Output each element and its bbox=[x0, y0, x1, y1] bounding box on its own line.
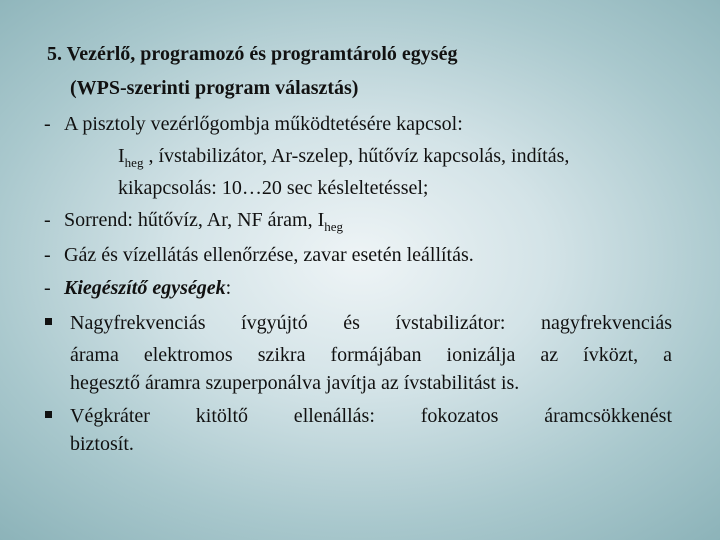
list-item-continuation bbox=[118, 144, 569, 170]
dash-marker: - bbox=[44, 277, 51, 299]
list-item-text bbox=[64, 208, 343, 234]
dash-marker: - bbox=[44, 244, 51, 266]
heading-line-1: 5. Vezérlő, programozó és programtároló egység bbox=[47, 43, 458, 65]
heading-line-2: (WPS-szerinti program választás) bbox=[70, 77, 359, 99]
square-bullet-icon bbox=[45, 411, 52, 418]
sequence-text: Sorrend: hűtővíz, Ar, NF áram, I bbox=[64, 209, 325, 231]
dash-marker: - bbox=[44, 209, 51, 231]
colon: : bbox=[225, 277, 232, 299]
current-subscript: heg bbox=[124, 155, 144, 170]
continuation-text: , ívstabilizátor, Ar-szelep, hűtővíz kapcsolás, indítás, bbox=[143, 145, 570, 167]
current-symbol: I bbox=[118, 145, 125, 167]
bullet-line: Nagyfrekvenciás ívgyújtó és ívstabilizátor: nagyfrekvenciás bbox=[70, 312, 672, 334]
list-item-text bbox=[64, 276, 231, 300]
list-item-text: A pisztoly vezérlőgombja működtetésére kapcsol: bbox=[64, 113, 463, 135]
dash-marker: - bbox=[44, 113, 51, 135]
bullet-line: hegesztő áramra szuperponálva javítja az ívstabilitást is. bbox=[70, 372, 520, 394]
bullet-line: Végkráter kitöltő ellenállás: fokozatos áramcsökkenést bbox=[70, 405, 672, 427]
bullet-line: biztosít. bbox=[70, 433, 134, 455]
bullet-line: árama elektromos szikra formájában ionizálja az ívközt, a bbox=[70, 344, 672, 366]
current-subscript: heg bbox=[324, 219, 344, 234]
list-item-continuation-2: kikapcsolás: 10…20 sec késleltetéssel; bbox=[118, 177, 429, 199]
square-bullet-icon bbox=[45, 318, 52, 325]
list-item-text: Gáz és vízellátás ellenőrzése, zavar esetén leállítás. bbox=[64, 244, 474, 266]
emphasis-text: Kiegészítő egységek bbox=[64, 277, 226, 299]
